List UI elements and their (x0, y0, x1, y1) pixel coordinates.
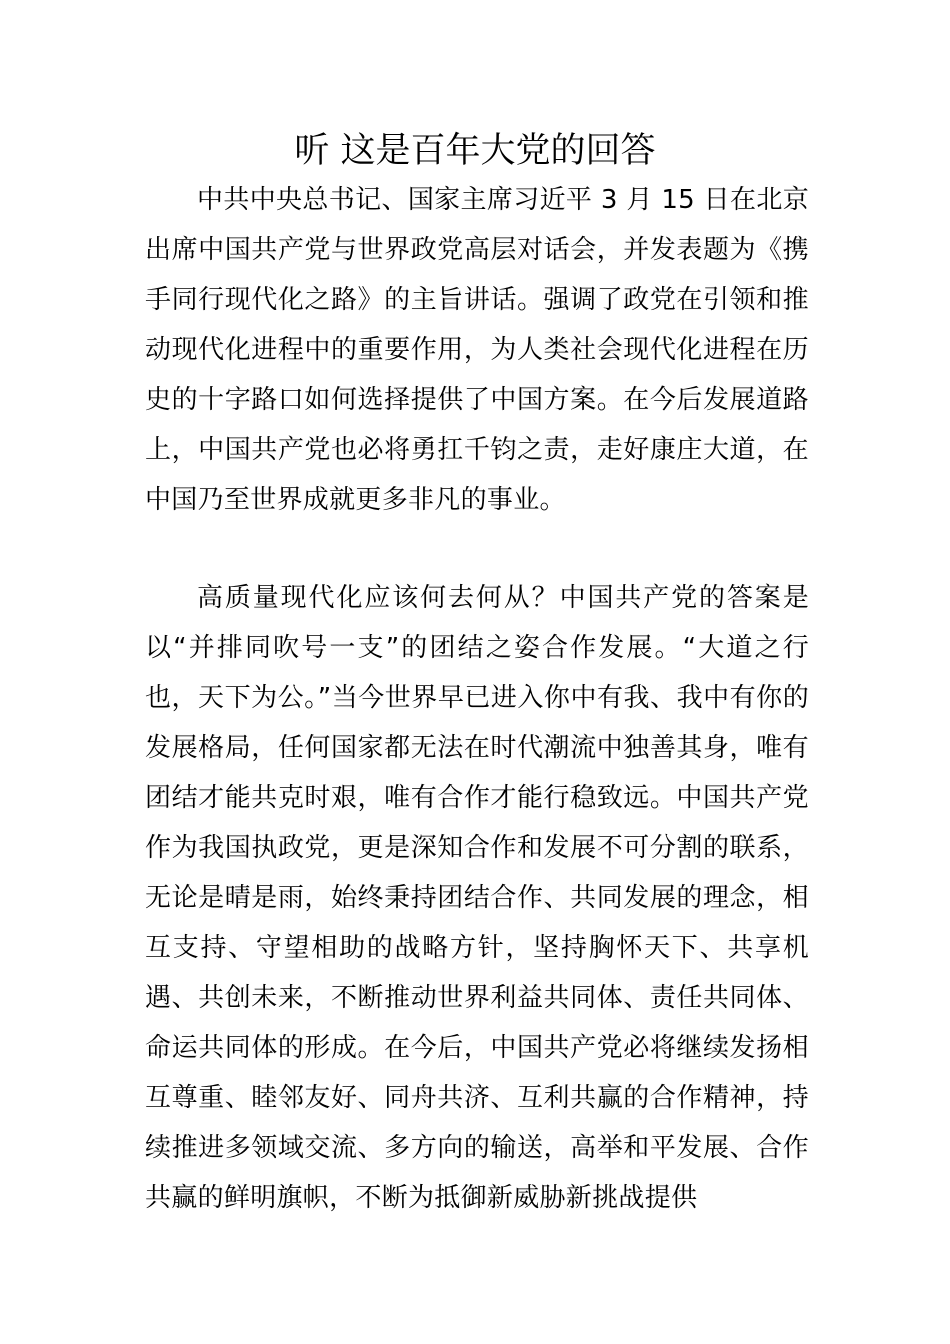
document-title: 听 这是百年大党的回答 (294, 131, 656, 171)
paragraph-2: 高质量现代化应该何去何从？中国共产党的答案是以“并排同吹号一支”的团结之姿合作发展。“大道之行也，天下为公。”当今世界早已进入你中有我、我中有你的发展格局，任何国家都无法在时代潮流中独善其身，唯有团结才能共克时艰，唯有合作才能行稳致远。中国共产党作为我国执政党，更是深知合作和发展不可分割的联系，无论是晴是雨，始终秉持团结合作、共同发展的理念，相互支持、守望相助的战略方针，坚持胸怀天下、共享机遇、共创未来，不断推动世界利益共同体、责任共同体、命运共同体的形成。在今后，中国共产党必将继续发扬相互尊重、睦邻友好、同舟共济、互利共赢的合作精神，持续推进多领域交流、多方向的输送，高举和平发展、合作共赢的鲜明旗帜，不断为抵御新威胁新挑战提供 (145, 583, 809, 1213)
paragraph-1: 中共中央总书记、国家主席习近平 3 月 15 日在北京出席中国共产党与世界政党高层对话会，并发表题为《携手同行现代化之路》的主旨讲话。强调了政党在引领和推动现代化进程中的重要作用，为人类社会现代化进程在历史的十字路口如何选择提供了中国方案。在今后发展道路上，中国共产党也必将勇扛千钧之责，走好康庄大道，在中国乃至世界成就更多非凡的事业。 (145, 185, 809, 515)
